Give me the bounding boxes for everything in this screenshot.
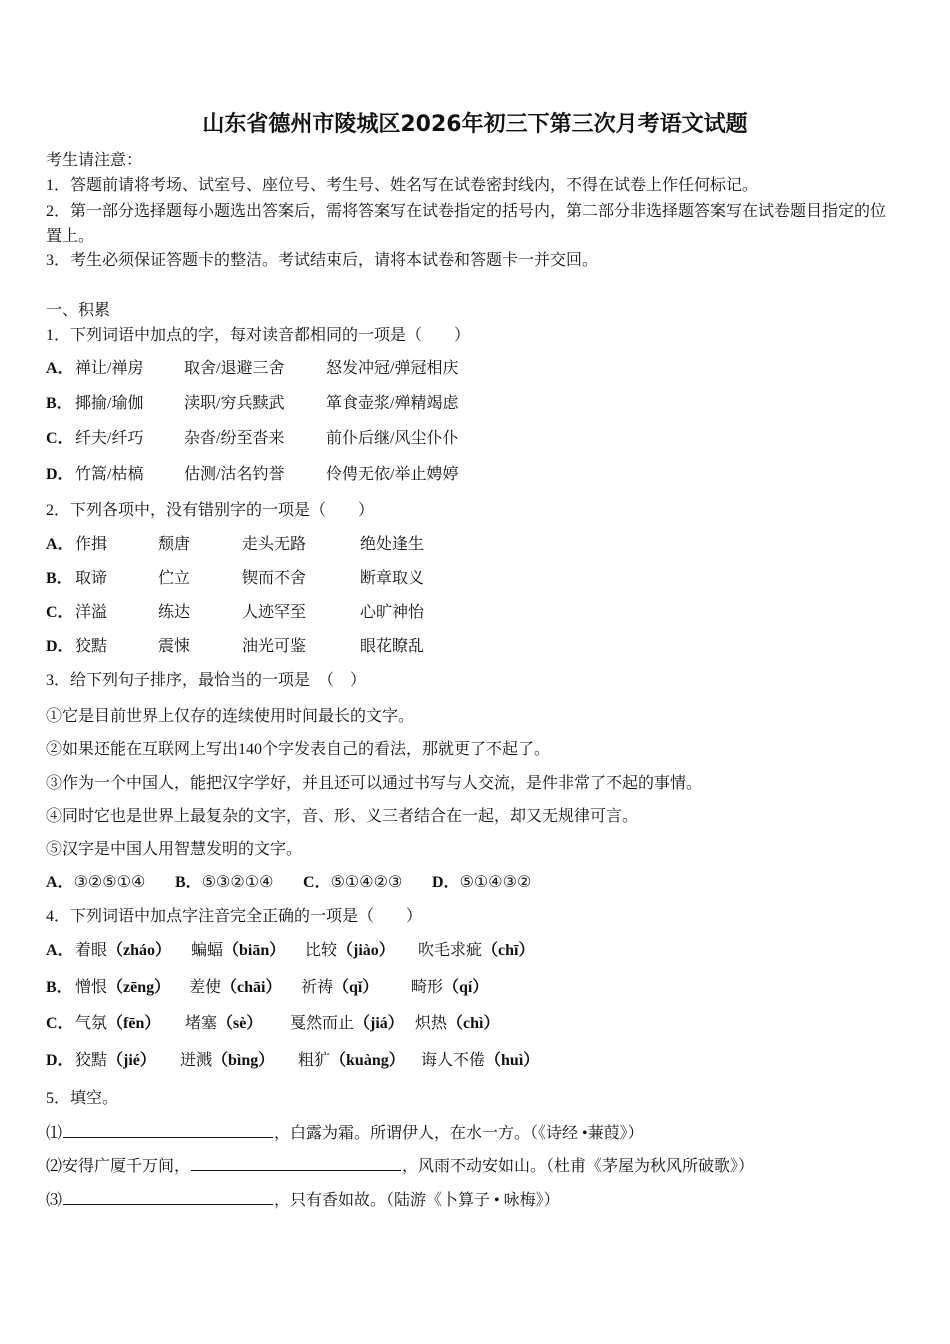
question-number: 5． [46, 1090, 71, 1107]
pinyin: （jiá） [354, 1015, 404, 1032]
q1-option-b [46, 393, 906, 415]
q4-option-b [46, 977, 906, 999]
question-3-stem [46, 670, 366, 692]
q3-option-a [46, 872, 145, 894]
option-item: 竹篙/枯槁 [75, 466, 144, 483]
fill-prefix: ⑵安得广厦千万间， [46, 1158, 191, 1175]
q3-sentence: ②如果还能在互联网上写出140个字发表自己的看法，那就更了不起了。 [46, 741, 551, 758]
answer-blank [191, 1155, 401, 1171]
answer-blank [63, 1189, 273, 1205]
option-item: 伶俜无依/举止娉婷 [326, 466, 459, 483]
option-item [180, 1050, 274, 1072]
pinyin: （zháo） [107, 942, 172, 959]
option-item: 人迹罕至 [242, 604, 307, 621]
option-item [75, 1050, 156, 1072]
word: 粗犷 [298, 1052, 331, 1069]
pinyin: （qí） [443, 979, 489, 996]
word: 蝙蝠 [191, 942, 224, 959]
q5-fill-line [46, 1122, 644, 1145]
option-item: 纤夫/纤巧 [75, 430, 144, 447]
option-label: D． [46, 638, 74, 655]
question-text: 下列各项中，没有错别字的一项是（ ） [70, 502, 375, 519]
question-number: 4． [46, 908, 71, 925]
option-item [75, 977, 170, 999]
question-text: 填空。 [70, 1090, 119, 1107]
option-item [418, 940, 534, 962]
option-item [305, 940, 395, 962]
option-item [415, 1013, 499, 1035]
q3-sentence: ⑤汉字是中国人用智慧发明的文字。 [46, 841, 303, 858]
pinyin: （jiào） [337, 942, 395, 959]
option-item: 眼花瞭乱 [360, 638, 425, 655]
word: 狡黠 [75, 1052, 108, 1069]
option-item [189, 977, 281, 999]
option-item: 绝处逢生 [360, 536, 425, 553]
pinyin: （fēn） [107, 1015, 161, 1032]
option-item: 怒发冲冠/弹冠相庆 [326, 360, 459, 377]
option-value: ⑤①④②③ [330, 874, 403, 891]
option-value: ③②⑤①④ [73, 874, 146, 891]
option-label: D． [46, 1052, 74, 1069]
pinyin: （bìng） [212, 1052, 275, 1069]
word: 憎恨 [75, 979, 108, 996]
option-item: 练达 [158, 604, 191, 621]
option-item: 取舍/退避三舍 [184, 360, 285, 377]
fill-suffix: ，风雨不动安如山。（杜甫《茅屋为秋风所破歌》） [402, 1158, 755, 1175]
option-item: 估测/沽名钓誉 [184, 466, 285, 483]
q2-option-a [46, 534, 906, 556]
q3-option-d [432, 872, 531, 894]
option-item [191, 940, 285, 962]
word: 祈祷 [301, 979, 334, 996]
option-item: 前仆后继/风尘仆仆 [326, 430, 459, 447]
pinyin: （jié） [107, 1052, 156, 1069]
option-item: 渎职/穷兵黩武 [184, 395, 285, 412]
option-label: C． [303, 874, 331, 891]
option-item: 取谛 [75, 570, 108, 587]
q2-option-c [46, 602, 906, 624]
option-value: ⑤③②①④ [201, 874, 274, 891]
page-title: 山东省德州市陵城区2026年初三下第三次月考语文试题 [202, 112, 748, 137]
option-label: D． [432, 874, 460, 891]
pinyin: （zēng） [107, 979, 171, 996]
q3-sentence: ④同时它也是世界上最复杂的文字，音、形、义三者结合在一起，却又无规律可言。 [46, 808, 639, 825]
word: 堵塞 [185, 1015, 218, 1032]
pinyin: （sè） [217, 1015, 263, 1032]
pinyin: （huì） [485, 1052, 540, 1069]
option-item [421, 1050, 539, 1072]
q3-sentence: ①它是目前世界上仅存的连续使用时间最长的文字。 [46, 708, 415, 725]
option-item: 揶揄/瑜伽 [75, 395, 144, 412]
q4-option-c [46, 1013, 906, 1035]
notice-heading: 考生请注意： [46, 152, 143, 169]
word: 气氛 [75, 1015, 108, 1032]
fill-prefix: ⑶ [46, 1192, 63, 1209]
word: 差使 [189, 979, 222, 996]
question-text: 下列词语中加点字注音完全正确的一项是（ ） [70, 908, 423, 925]
q1-option-a [46, 358, 906, 380]
word: 戛然而止 [290, 1015, 355, 1032]
option-label: A． [46, 360, 74, 377]
option-label: A． [46, 942, 74, 959]
question-number: 3． [46, 672, 71, 689]
answer-blank [63, 1122, 273, 1138]
q5-fill-line [46, 1189, 560, 1212]
option-label: B． [46, 979, 73, 996]
word: 迸溅 [180, 1052, 213, 1069]
q3-option-b [175, 872, 273, 894]
q3-option-c [303, 872, 402, 894]
option-label: D． [46, 466, 74, 483]
section-heading: 一、积累 [46, 302, 111, 319]
word: 畸形 [411, 979, 444, 996]
option-item: 作揖 [75, 536, 108, 553]
fill-suffix: ，白露为霜。所谓伊人，在水一方。（《诗经 •蒹葭》） [274, 1125, 644, 1142]
fill-prefix: ⑴ [46, 1125, 63, 1142]
pinyin: （biān） [223, 942, 286, 959]
q3-options [46, 872, 906, 894]
option-label: A． [46, 536, 74, 553]
option-item: 狡黠 [75, 638, 108, 655]
question-number: 1． [46, 327, 71, 344]
option-label: B． [46, 395, 73, 412]
option-label: C． [46, 604, 74, 621]
option-item [301, 977, 378, 999]
option-item [290, 1013, 404, 1035]
question-4-stem [46, 906, 422, 928]
option-item: 断章取义 [360, 570, 425, 587]
q4-option-a [46, 940, 906, 962]
option-item: 伫立 [158, 570, 191, 587]
option-label: B． [46, 570, 73, 587]
option-item: 油光可鉴 [242, 638, 307, 655]
pinyin: （chāi） [221, 979, 282, 996]
option-item: 颓唐 [158, 536, 191, 553]
option-item: 震悚 [158, 638, 191, 655]
notice-item: 2．第一部分选择题每小题选出答案后，需将答案写在试卷指定的括号内，第二部分非选择题答案写在试卷题目指定的位置上。 [46, 203, 887, 245]
question-5-stem [46, 1088, 118, 1110]
option-item: 心旷神怡 [360, 604, 425, 621]
word: 炽热 [415, 1015, 448, 1032]
option-item: 箪食壶浆/殚精竭虑 [326, 395, 459, 412]
pinyin: （qǐ） [333, 979, 379, 996]
word: 诲人不倦 [421, 1052, 486, 1069]
option-item: 走头无路 [242, 536, 307, 553]
word: 着眼 [75, 942, 108, 959]
q5-fill-line [46, 1155, 754, 1178]
option-item [75, 940, 171, 962]
option-label: C． [46, 430, 74, 447]
word: 比较 [305, 942, 338, 959]
option-item [75, 1013, 160, 1035]
option-item [298, 1050, 405, 1072]
fill-suffix: ，只有香如故。（陆游《卜算子 • 咏梅》） [274, 1192, 560, 1209]
word: 吹毛求疵 [418, 942, 483, 959]
option-item: 禅让/禅房 [75, 360, 144, 377]
option-label: B． [175, 874, 202, 891]
q4-option-d [46, 1050, 906, 1072]
option-label: A． [46, 874, 74, 891]
question-text: 下列词语中加点的字，每对读音都相同的一项是（ ） [70, 327, 471, 344]
option-item [411, 977, 488, 999]
question-2-stem [46, 500, 374, 522]
question-1-stem [46, 325, 470, 347]
question-number: 2． [46, 502, 71, 519]
pinyin: （chī） [482, 942, 535, 959]
option-item: 锲而不舍 [242, 570, 307, 587]
option-item: 洋溢 [75, 604, 108, 621]
option-value: ⑤①④③② [459, 874, 532, 891]
option-item [185, 1013, 262, 1035]
pinyin: （kuàng） [330, 1052, 405, 1069]
q1-option-c [46, 428, 906, 450]
q2-option-d [46, 636, 906, 658]
q2-option-b [46, 568, 906, 590]
option-item: 杂沓/纷至沓来 [184, 430, 285, 447]
question-text: 给下列句子排序，最恰当的一项是 （ ） [70, 672, 367, 689]
notice-item: 3．考生必须保证答题卡的整洁。考试结束后，请将本试卷和答题卡一并交回。 [46, 252, 599, 269]
option-label: C． [46, 1015, 74, 1032]
q3-sentence: ③作为一个中国人，能把汉字学好，并且还可以通过书写与人交流，是件非常了不起的事情。 [46, 775, 703, 792]
notice-item: 1．答题前请将考场、试室号、座位号、考生号、姓名写在试卷密封线内，不得在试卷上作任何标记。 [46, 177, 759, 194]
pinyin: （chì） [447, 1015, 500, 1032]
q1-option-d [46, 464, 906, 486]
